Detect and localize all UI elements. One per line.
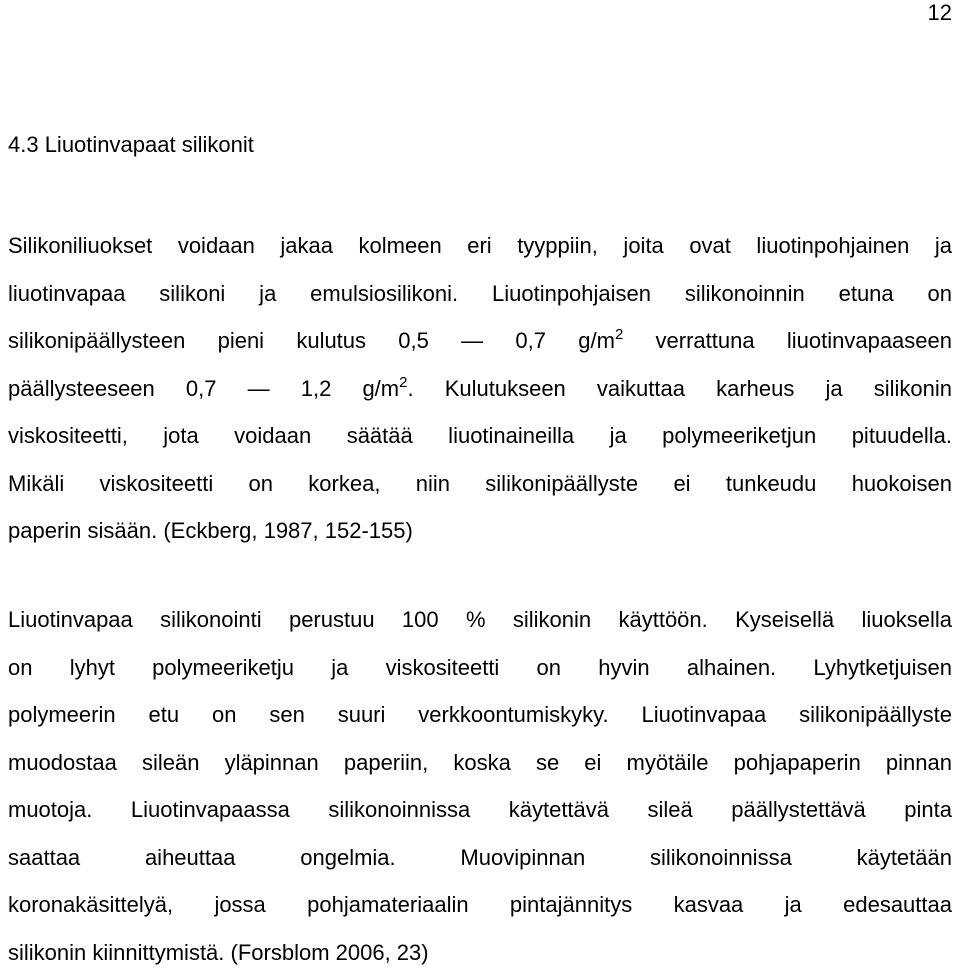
text-segment: silikonipäällysteen pieni kulutus 0,5 — 0,7 g/m bbox=[8, 328, 615, 353]
paragraph-line: polymeerin etu on sen suuri verkkoontumiskyky. Liuotinvapaa silikonipäällyste bbox=[8, 691, 952, 739]
paragraph-line bbox=[8, 317, 952, 365]
paragraph-line: silikonin kiinnittymistä. (Forsblom 2006, 23) bbox=[8, 929, 952, 976]
paragraph-line: Liuotinvapaa silikonointi perustuu 100 % silikonin käyttöön. Kyseisellä liuoksella bbox=[8, 596, 952, 644]
text-segment: . Kulutukseen vaikuttaa karheus ja silikonin bbox=[407, 376, 952, 401]
paragraph-line: koronakäsittelyä, jossa pohjamateriaalin pintajännitys kasvaa ja edesauttaa bbox=[8, 881, 952, 929]
text-segment: verrattuna liuotinvapaaseen bbox=[623, 328, 952, 353]
page-number: 12 bbox=[928, 0, 952, 26]
paragraph-silicone-types bbox=[8, 222, 952, 555]
paragraph-line: viskositeetti, jota voidaan säätää liuotinaineilla ja polymeeriketjun pituudella. bbox=[8, 412, 952, 460]
paragraph-line bbox=[8, 365, 952, 413]
paragraph-line: Silikoniliuokset voidaan jakaa kolmeen eri tyyppiin, joita ovat liuotinpohjainen ja bbox=[8, 222, 952, 270]
paragraph-line: liuotinvapaa silikoni ja emulsiosilikoni. Liuotinpohjaisen silikonoinnin etuna on bbox=[8, 270, 952, 318]
superscript: 2 bbox=[615, 326, 623, 343]
superscript: 2 bbox=[399, 374, 407, 391]
paragraph-line: saattaa aiheuttaa ongelmia. Muovipinnan silikonoinnissa käytetään bbox=[8, 834, 952, 882]
paragraph-line: muodostaa sileän yläpinnan paperiin, koska se ei myötäile pohjapaperin pinnan bbox=[8, 739, 952, 787]
text-segment: päällysteeseen 0,7 — 1,2 g/m bbox=[8, 376, 399, 401]
paragraph-line: paperin sisään. (Eckberg, 1987, 152-155) bbox=[8, 507, 952, 555]
paragraph-solventless-silicone bbox=[8, 596, 952, 976]
paragraph-line: muotoja. Liuotinvapaassa silikonoinnissa käytettävä sileä päällystettävä pinta bbox=[8, 786, 952, 834]
paragraph-line: on lyhyt polymeeriketju ja viskositeetti on hyvin alhainen. Lyhytketjuisen bbox=[8, 644, 952, 692]
paragraph-line: Mikäli viskositeetti on korkea, niin silikonipäällyste ei tunkeudu huokoisen bbox=[8, 460, 952, 508]
section-heading: 4.3 Liuotinvapaat silikonit bbox=[8, 130, 254, 160]
